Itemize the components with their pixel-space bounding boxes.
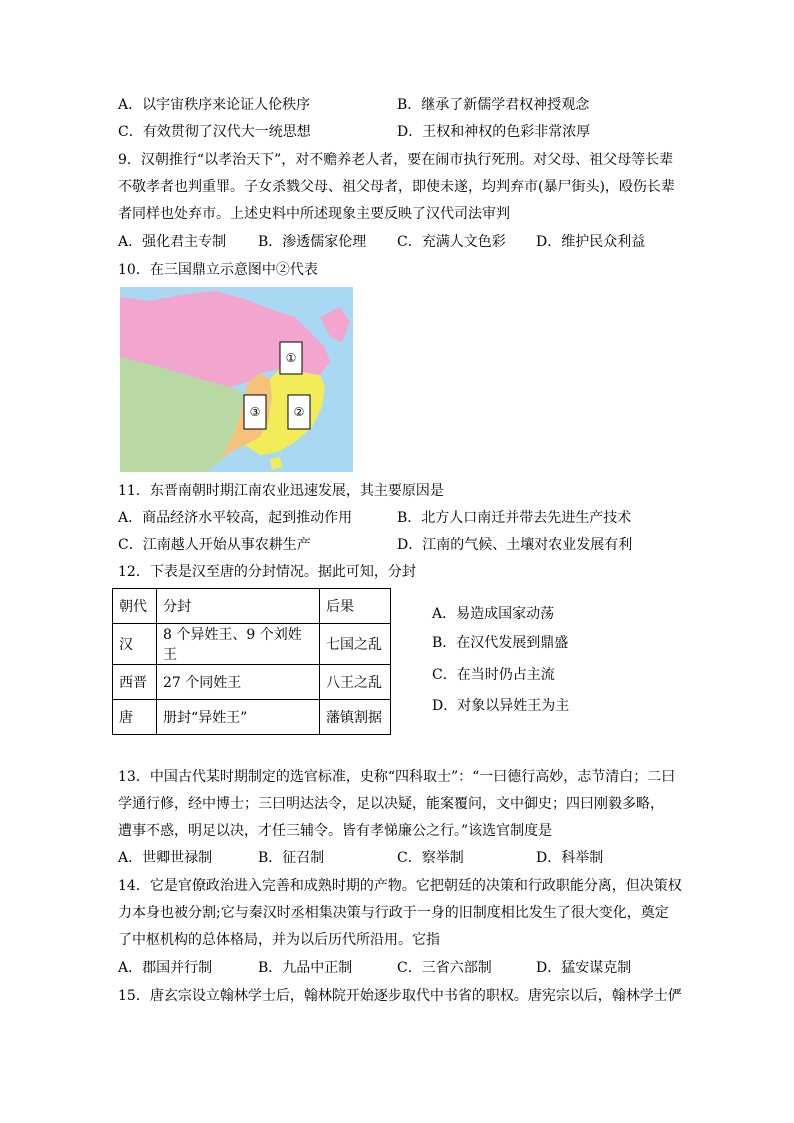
- q13-option-a: A．世卿世禄制: [118, 850, 213, 866]
- q13-option-c: C．察举制: [397, 850, 464, 866]
- table-cell: 8 个异姓王、9 个刘姓王: [157, 624, 320, 665]
- table-cell: 藩镇割据: [320, 700, 391, 735]
- table-header-cell: 分封: [157, 589, 320, 624]
- q14-option-a: A．郡国并行制: [118, 960, 213, 976]
- fenfeng-table: [112, 588, 391, 735]
- q9-stem-line-1: 9．汉朝推行“以孝治天下”，对不赡养老人者，要在闹市执行死刑。对父母、祖父母等长辈: [118, 152, 674, 168]
- q11-option-c: C．江南越人开始从事农耕生产: [118, 537, 311, 553]
- table-cell: 唐: [113, 700, 157, 735]
- q9-option-c: C．充满人文色彩: [397, 234, 506, 250]
- q9-option-b: B．渗透儒家伦理: [258, 234, 367, 250]
- table-header-cell: 朝代: [113, 589, 157, 624]
- q9-stem-line-3: 者同样也处弃市。上述史料中所述现象主要反映了汉代司法审判: [118, 206, 510, 222]
- q14-option-b: B．九品中正制: [258, 960, 353, 976]
- table-cell: 册封“异姓王”: [157, 700, 320, 735]
- q10-stem: 10．在三国鼎立示意图中②代表: [118, 262, 318, 278]
- q8-option-c: C．有效贯彻了汉代大一统思想: [118, 124, 311, 140]
- table-row: [113, 700, 391, 735]
- three-kingdoms-map: [120, 287, 353, 472]
- table-header-cell: 后果: [320, 589, 391, 624]
- q9-stem-line-2: 不敬孝者也判重罪。子女杀戮父母、祖父母者，即使未遂，均判弃市(暴尸街头)，殴伤长辈: [118, 179, 675, 195]
- q14-stem-line-1: 14．它是官僚政治进入完善和成熟时期的产物。它把朝廷的决策和行政职能分离，但决策权: [118, 878, 682, 894]
- q15-stem-line-1: 15．唐玄宗设立翰林学士后，翰林院开始逐步取代中书省的职权。唐宪宗以后，翰林学士俨: [118, 988, 682, 1004]
- q11-option-a: A．商品经济水平较高，起到推动作用: [118, 510, 353, 526]
- table-cell: 七国之乱: [320, 624, 391, 665]
- map-label-3: ③: [249, 405, 261, 419]
- table-cell: 西晋: [113, 665, 157, 700]
- q12-option-d: D．对象以异姓王为主: [432, 698, 570, 714]
- map-label-1: ①: [285, 351, 297, 365]
- table-row: [113, 665, 391, 700]
- q13-stem-line-3: 遭事不惑，明足以决，才任三辅令。皆有孝悌廉公之行。”该选官制度是: [118, 823, 553, 839]
- q14-stem-line-2: 力本身也被分割;它与秦汉时丞相集决策与行政于一身的旧制度相比发生了很大变化，奠定: [118, 905, 669, 921]
- q11-stem: 11．东晋南朝时期江南农业迅速发展，其主要原因是: [118, 483, 444, 499]
- q8-option-a: A．以宇宙秩序来论证人伦秩序: [118, 97, 311, 113]
- q12-option-c: C．在当时仍占主流: [432, 667, 555, 683]
- table-cell: 27 个同姓王: [157, 665, 320, 700]
- map-label-2: ②: [293, 405, 305, 419]
- table-row: [113, 624, 391, 665]
- q13-option-d: D．科举制: [536, 850, 604, 866]
- table-header-row: [113, 589, 391, 624]
- table-cell: 汉: [113, 624, 157, 665]
- q8-option-b: B．继承了新儒学君权神授观念: [397, 97, 590, 113]
- q13-stem-line-1: 13．中国古代某时期制定的选官标准，史称“四科取士”：“一曰德行高妙，志节清白；二曰: [118, 769, 676, 785]
- q12-option-b: B．在汉代发展到鼎盛: [432, 635, 569, 651]
- q12-stem: 12．下表是汉至唐的分封情况。据此可知，分封: [118, 564, 416, 580]
- q9-option-d: D．维护民众利益: [536, 234, 646, 250]
- q11-option-d: D．江南的气候、土壤对农业发展有利: [397, 537, 633, 553]
- q12-option-a: A．易造成国家动荡: [432, 606, 555, 622]
- q13-option-b: B．征召制: [258, 850, 325, 866]
- table-cell: 八王之乱: [320, 665, 391, 700]
- q14-stem-line-3: 了中枢机构的总体格局，并为以后历代所沿用。它指: [118, 932, 440, 948]
- q13-stem-line-2: 学通行修，经中博士；三曰明达法令，足以决疑，能案覆问，文中御史；四曰刚毅多略，: [118, 796, 664, 812]
- q11-option-b: B．北方人口南迁并带去先进生产技术: [397, 510, 632, 526]
- q9-option-a: A．强化君主专制: [118, 234, 227, 250]
- q14-option-d: D．猛安谋克制: [536, 960, 632, 976]
- q8-option-d: D．王权和神权的色彩非常浓厚: [397, 124, 591, 140]
- q14-option-c: C．三省六部制: [397, 960, 492, 976]
